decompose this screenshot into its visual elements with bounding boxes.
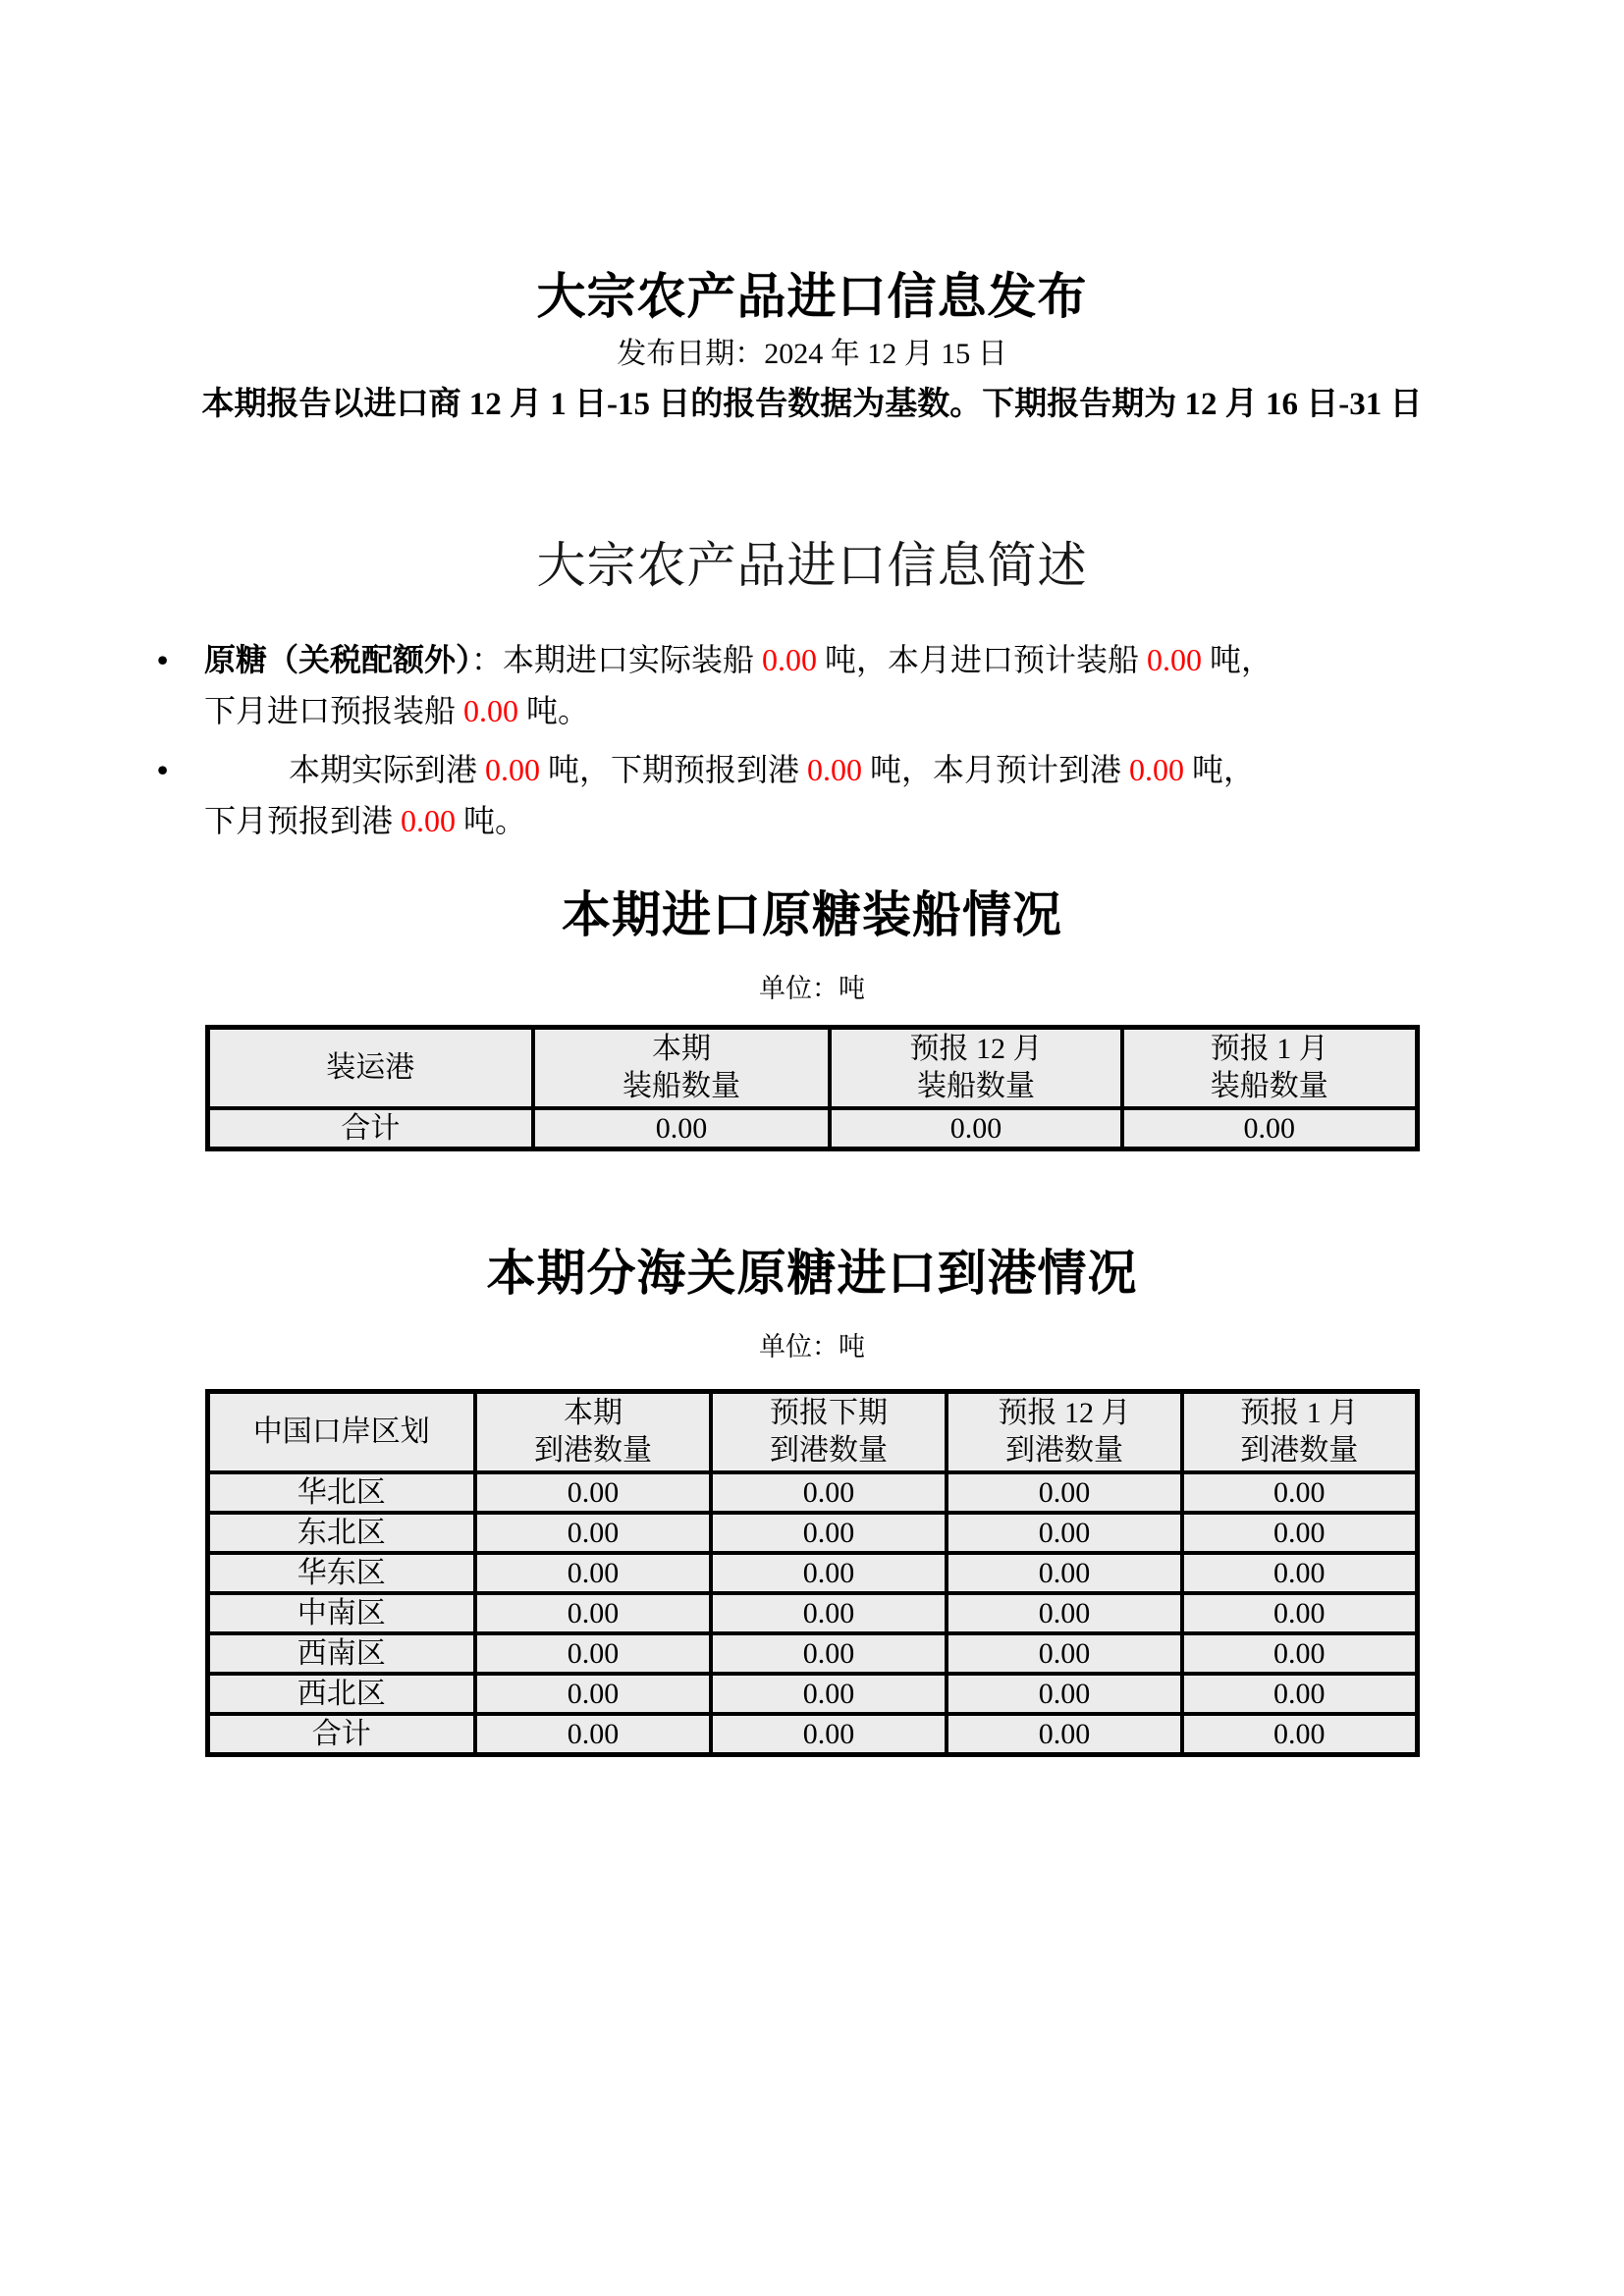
row-label: 西北区 xyxy=(207,1674,475,1714)
bullet-text: 本期实际到港 xyxy=(289,752,486,787)
shipping-unit-label: 单位：吨 xyxy=(759,974,865,1003)
value-next-month-forecast-arrival: 0.00 xyxy=(401,803,457,838)
row-label: 华北区 xyxy=(207,1472,475,1513)
bullet-text: ：本期进口实际装船 xyxy=(471,642,763,677)
arrival-table-header-row xyxy=(207,1392,1417,1473)
header-label: 预报 1 月 xyxy=(1210,1033,1328,1065)
cell-value: 0.00 xyxy=(1182,1513,1417,1553)
header-label: 装船数量 xyxy=(623,1070,740,1102)
cell-value: 0.00 xyxy=(711,1633,947,1674)
cell-value: 0.00 xyxy=(475,1674,711,1714)
document-title: 大宗农产品进口信息发布 xyxy=(536,269,1088,324)
value-current-arrived: 0.00 xyxy=(485,752,541,787)
value-next-month-forecast-shipped: 0.00 xyxy=(463,693,519,728)
table-row-northeast xyxy=(207,1513,1417,1553)
cell-value: 0.00 xyxy=(1182,1674,1417,1714)
cell-value: 0.00 xyxy=(947,1633,1182,1674)
cell-value: 0.00 xyxy=(711,1472,947,1513)
arrival-unit-label: 单位：吨 xyxy=(759,1332,865,1362)
bullet-arrival-summary xyxy=(147,744,1536,846)
cell-value: 0.00 xyxy=(1182,1593,1417,1633)
cell-value: 0.00 xyxy=(947,1553,1182,1593)
value-month-expected-shipped: 0.00 xyxy=(1147,642,1203,677)
header-cell-port xyxy=(207,1028,533,1109)
header-label: 到港数量 xyxy=(534,1434,652,1467)
header-label: 到港数量 xyxy=(1005,1434,1123,1467)
header-label: 中国口岸区划 xyxy=(252,1415,430,1448)
arrival-table-heading: 本期分海关原糖进口到港情况 xyxy=(486,1246,1138,1301)
header-label: 到港数量 xyxy=(770,1434,888,1467)
cell-value: 0.00 xyxy=(1182,1472,1417,1513)
shipping-table-heading: 本期进口原糖装船情况 xyxy=(562,887,1062,942)
shipping-table-header-row xyxy=(207,1028,1417,1109)
cell-value: 0.00 xyxy=(947,1513,1182,1553)
row-label: 合计 xyxy=(207,1108,533,1149)
row-label: 中南区 xyxy=(207,1593,475,1633)
table-row-total xyxy=(207,1714,1417,1755)
bullet-text: 吨，下期预报到港 xyxy=(540,752,808,787)
bullet-text: 吨， xyxy=(1202,642,1273,677)
cell-value: 0.00 xyxy=(947,1674,1182,1714)
bullet-text: 下月预报到港 xyxy=(204,803,402,838)
cell-value: 0.00 xyxy=(711,1674,947,1714)
table-row-north-china xyxy=(207,1472,1417,1513)
header-label: 本期 xyxy=(564,1397,623,1429)
header-label: 装船数量 xyxy=(917,1070,1035,1102)
cell-value: 0.00 xyxy=(711,1553,947,1593)
header-label: 预报下期 xyxy=(770,1397,888,1429)
shipping-table xyxy=(205,1025,1420,1151)
header-cell-forecast-dec xyxy=(830,1028,1122,1109)
header-cell-next-period-arrival xyxy=(711,1392,947,1473)
value-month-expected-arrival: 0.00 xyxy=(1129,752,1185,787)
summary-bullet-list xyxy=(147,634,1536,846)
cell-value: 0.00 xyxy=(1182,1714,1417,1755)
bullet-text: 吨，本月预计到港 xyxy=(862,752,1130,787)
value-current-shipped: 0.00 xyxy=(762,642,818,677)
value-next-period-forecast-arrival: 0.00 xyxy=(807,752,863,787)
bullet-text: 吨。 xyxy=(518,693,590,728)
header-cell-forecast-jan-arrival xyxy=(1182,1392,1417,1473)
summary-heading: 大宗农产品进口信息简述 xyxy=(536,538,1088,593)
bullet-text: 吨。 xyxy=(456,803,527,838)
cell-value: 0.00 xyxy=(1122,1108,1417,1149)
header-cell-current-arrival xyxy=(475,1392,711,1473)
header-label: 预报 1 月 xyxy=(1240,1397,1359,1429)
header-label: 装船数量 xyxy=(1210,1070,1328,1102)
bullet-shipping-summary xyxy=(147,634,1536,736)
table-row-east-china xyxy=(207,1553,1417,1593)
cell-value: 0.00 xyxy=(475,1633,711,1674)
bullet-text: 吨，本月进口预计装船 xyxy=(817,642,1148,677)
report-note: 本期报告以进口商 12 月 1 日-15 日的报告数据为基数。下期报告期为 12 月 16 日-31 日 xyxy=(201,387,1423,422)
row-label: 华东区 xyxy=(207,1553,475,1593)
cell-value: 0.00 xyxy=(475,1513,711,1553)
cell-value: 0.00 xyxy=(475,1472,711,1513)
bullet-text: 吨， xyxy=(1184,752,1256,787)
cell-value: 0.00 xyxy=(830,1108,1122,1149)
header-label: 预报 12 月 xyxy=(909,1033,1043,1065)
cell-value: 0.00 xyxy=(711,1714,947,1755)
header-cell-region xyxy=(207,1392,475,1473)
arrival-table xyxy=(205,1389,1420,1757)
table-row-southwest xyxy=(207,1633,1417,1674)
cell-value: 0.00 xyxy=(533,1108,830,1149)
cell-value: 0.00 xyxy=(475,1714,711,1755)
cell-value: 0.00 xyxy=(947,1472,1182,1513)
cell-value: 0.00 xyxy=(1182,1633,1417,1674)
header-label: 装运港 xyxy=(326,1051,415,1084)
cell-value: 0.00 xyxy=(947,1714,1182,1755)
bullet-text: 下月进口预报装船 xyxy=(204,693,464,728)
row-label: 西南区 xyxy=(207,1633,475,1674)
cell-value: 0.00 xyxy=(475,1553,711,1593)
header-cell-forecast-jan xyxy=(1122,1028,1417,1109)
header-cell-forecast-dec-arrival xyxy=(947,1392,1182,1473)
table-row-central-south xyxy=(207,1593,1417,1633)
bullet-lead-raw-sugar: 原糖（关税配额外） xyxy=(204,642,472,677)
header-cell-current-shipped xyxy=(533,1028,830,1109)
table-row-northwest xyxy=(207,1674,1417,1714)
header-label: 到港数量 xyxy=(1240,1434,1359,1467)
cell-value: 0.00 xyxy=(947,1593,1182,1633)
cell-value: 0.00 xyxy=(711,1513,947,1553)
cell-value: 0.00 xyxy=(1182,1553,1417,1593)
publish-date: 发布日期：2024 年 12 月 15 日 xyxy=(617,338,1007,370)
table-row-total xyxy=(207,1108,1417,1149)
cell-value: 0.00 xyxy=(711,1593,947,1633)
row-label: 合计 xyxy=(207,1714,475,1755)
header-label: 预报 12 月 xyxy=(998,1397,1131,1429)
row-label: 东北区 xyxy=(207,1513,475,1553)
header-label: 本期 xyxy=(652,1033,711,1065)
cell-value: 0.00 xyxy=(475,1593,711,1633)
